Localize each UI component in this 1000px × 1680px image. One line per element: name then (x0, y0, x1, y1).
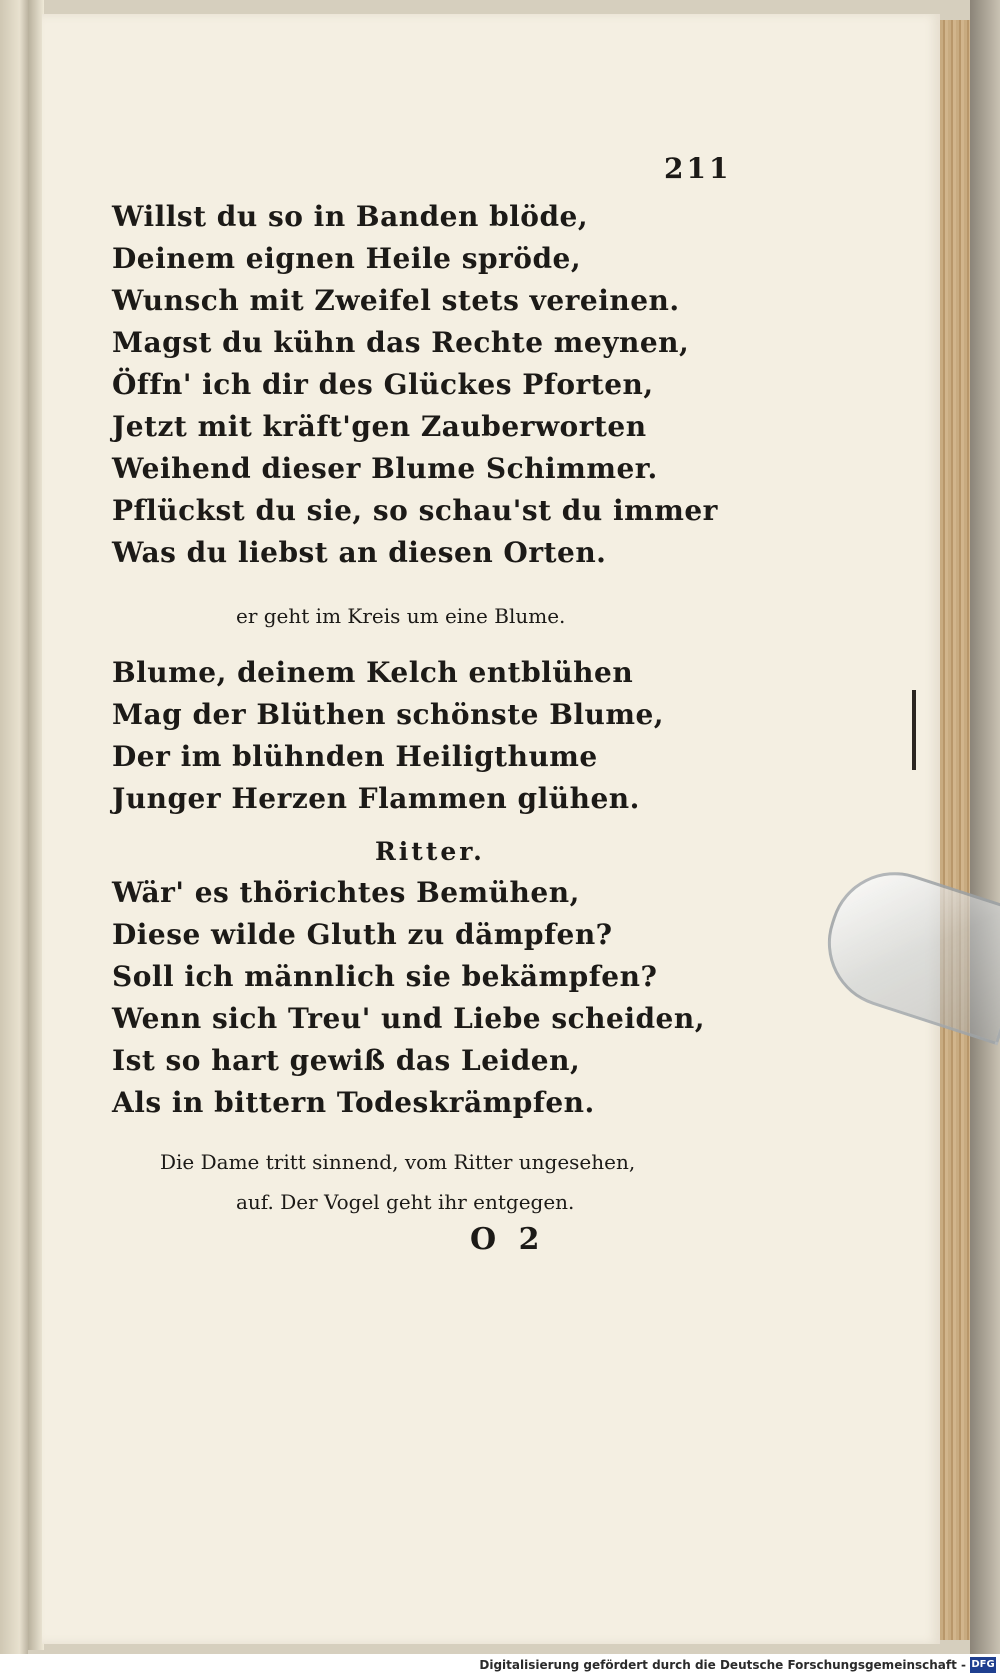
verse-line: Weihend dieser Blume Schimmer. (112, 452, 658, 485)
dfg-logo: DFG (970, 1657, 996, 1673)
printer-signature: O 2 (470, 1222, 546, 1257)
verse-line: Was du liebst an diesen Orten. (112, 536, 607, 569)
verse-line: Mag der Blüthen schönste Blume, (112, 698, 665, 731)
verse-line: Ist so hart gewiß das Leiden, (112, 1044, 581, 1077)
verse-line: Soll ich männlich sie bekämpfen? (112, 960, 658, 993)
verse-line: Diese wilde Gluth zu dämpfen? (112, 918, 613, 951)
stage-direction: auf. Der Vogel geht ihr entgegen. (236, 1190, 575, 1214)
verse-line: Blume, deinem Kelch entblühen (112, 656, 634, 689)
verse-line: Wär' es thörichtes Bemühen, (112, 876, 580, 909)
verse-line: Pflückst du sie, so schau'st du immer (112, 494, 718, 527)
funding-credit: Digitalisierung gefördert durch die Deutsche Forschungsgemeinschaft - (479, 1658, 966, 1672)
verse-line: Willst du so in Banden blöde, (112, 200, 589, 233)
verse-line: Wenn sich Treu' und Liebe scheiden, (112, 1002, 705, 1035)
verse-line: Als in bittern Todeskrämpfen. (112, 1086, 595, 1119)
verse-line: Jetzt mit kräft'gen Zauberworten (112, 410, 647, 443)
speaker-name: Ritter. (375, 837, 485, 866)
stage-direction: er geht im Kreis um eine Blume. (236, 604, 566, 628)
verse-line: Junger Herzen Flammen glühen. (112, 782, 640, 815)
verse-line: Magst du kühn das Rechte meynen, (112, 326, 690, 359)
verse-line: Öffn' ich dir des Glückes Pforten, (112, 368, 654, 401)
verse-line: Wunsch mit Zweifel stets vereinen. (112, 284, 680, 317)
stage-direction: Die Dame tritt sinnend, vom Ritter ungesehen, (160, 1150, 636, 1174)
footer-bar (0, 1654, 1000, 1680)
page-number: 211 (664, 152, 732, 185)
verse-line: Der im blühnden Heiligthume (112, 740, 598, 773)
verse-line: Deinem eignen Heile spröde, (112, 242, 582, 275)
